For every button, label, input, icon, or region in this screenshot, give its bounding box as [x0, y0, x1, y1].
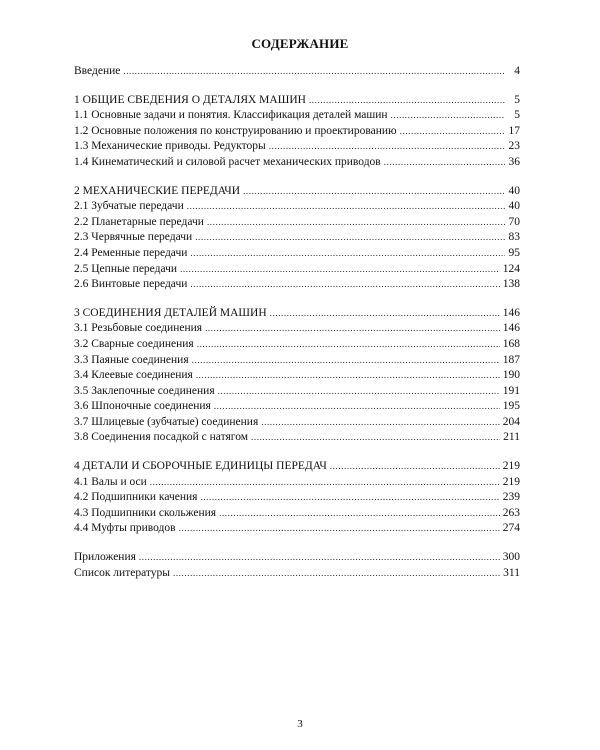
toc-entry-label: 3.4 Клеевые соединения: [74, 369, 193, 382]
toc-subsection-entry[interactable]: [74, 321, 520, 337]
toc-subsection-entry[interactable]: [74, 199, 520, 215]
toc-entry-label: 1.4 Кинематический и силовой расчет механических приводов: [74, 155, 381, 168]
toc-entry-page: 263: [502, 506, 520, 519]
toc-section-heading[interactable]: [74, 184, 520, 200]
toc-entry-label: 4.1 Валы и оси: [74, 475, 147, 488]
toc-entry-page: 187: [502, 353, 520, 366]
toc-subsection-entry[interactable]: [74, 139, 520, 155]
toc-entry-label: 1.1 Основные задачи и понятия. Классификация деталей машин: [74, 109, 388, 122]
toc-entry-label: 2.6 Винтовые передачи: [74, 278, 188, 291]
toc-entry-page: 274: [502, 522, 520, 535]
dot-leader: [196, 368, 500, 384]
toc-entry-label: 1.3 Механические приводы. Редукторы: [74, 140, 266, 153]
toc-entry-page: 300: [502, 551, 520, 564]
dot-leader: [269, 139, 505, 155]
toc-entry-page: 311: [503, 566, 520, 579]
toc-entry-label: 3.2 Сварные соединения: [74, 337, 194, 350]
toc-subsection-entry[interactable]: [74, 262, 520, 278]
dot-leader: [173, 566, 500, 582]
toc-entry-label: 2.1 Зубчатые передачи: [74, 200, 184, 213]
toc-appendix-entry[interactable]: [74, 550, 520, 566]
toc-entry-page: 23: [508, 140, 520, 153]
page-title: СОДЕРЖАНИЕ: [251, 36, 349, 51]
page-number: 3: [297, 718, 303, 730]
dot-leader: [391, 108, 505, 124]
toc-entry-page: 83: [508, 231, 520, 244]
toc-subsection-entry[interactable]: [74, 230, 520, 246]
toc-entry-page: 146: [502, 322, 520, 335]
dot-leader: [205, 321, 500, 337]
toc-entry-intro[interactable]: [74, 64, 520, 80]
toc-section-heading[interactable]: [74, 306, 520, 322]
dot-leader: [400, 124, 505, 140]
toc-entry-label: 4.4 Муфты приводов: [74, 522, 176, 535]
toc-entry-page: 168: [502, 337, 520, 350]
toc-entry-label: 3 СОЕДИНЕНИЯ ДЕТАЛЕЙ МАШИН: [74, 306, 267, 319]
dot-leader: [270, 306, 500, 322]
dot-leader: [330, 459, 500, 475]
toc-entry-label: 3.8 Соединения посадкой с натягом: [74, 431, 249, 444]
dot-leader: [192, 353, 500, 369]
toc-entry-label: Введение: [74, 65, 121, 77]
toc-subsection-entry[interactable]: [74, 155, 520, 171]
toc-sections: [74, 93, 520, 537]
toc-entry-page: 5: [514, 109, 520, 122]
dot-leader: [309, 93, 505, 109]
dot-leader: [150, 475, 500, 491]
toc-entry-page: 195: [502, 400, 520, 413]
toc-entry-label: 1 ОБЩИЕ СВЕДЕНИЯ О ДЕТАЛЯХ МАШИН: [74, 93, 306, 106]
dot-leader: [190, 246, 505, 262]
toc-entry-page: 211: [503, 431, 520, 444]
toc-subsection-entry[interactable]: [74, 353, 520, 369]
dot-leader: [187, 199, 505, 215]
toc-section: [74, 459, 520, 537]
toc-entry-page: 191: [502, 384, 520, 397]
toc-section: [74, 306, 520, 446]
toc-entry-label: 3.7 Шлицевые (зубчатые) соединения: [74, 415, 259, 428]
dot-leader: [218, 384, 500, 400]
toc-entry-label: 1.2 Основные положения по конструированию и проектированию: [74, 124, 397, 137]
toc-subsection-entry[interactable]: [74, 215, 520, 231]
dot-leader: [180, 262, 500, 278]
toc-section: [74, 184, 520, 293]
toc-entry-page: 5: [514, 93, 520, 106]
dot-leader: [214, 399, 500, 415]
dot-leader: [123, 64, 505, 80]
dot-leader: [139, 550, 500, 566]
toc-entry-page: 204: [502, 415, 520, 428]
dot-leader: [200, 490, 499, 506]
toc-entry-label: 4.2 Подшипники качения: [74, 491, 198, 504]
toc-appendix: [74, 550, 520, 581]
toc-entry-label: 2.2 Планетарные передачи: [74, 215, 204, 228]
toc-appendix-entry[interactable]: [74, 566, 520, 582]
toc-section-heading[interactable]: [74, 93, 520, 109]
toc-entry-label: Список литературы: [74, 566, 170, 579]
dot-leader: [179, 521, 500, 537]
toc-subsection-entry[interactable]: [74, 368, 520, 384]
toc-entry-label: 2.5 Цепные передачи: [74, 262, 178, 275]
dot-leader: [190, 277, 499, 293]
toc-entry-page: 239: [502, 491, 520, 504]
toc-subsection-entry[interactable]: [74, 475, 520, 491]
table-of-contents: [74, 64, 520, 581]
toc-subsection-entry[interactable]: [74, 415, 520, 431]
toc-entry-page: 95: [508, 246, 520, 259]
toc-entry-label: 3.5 Заклепочные соединения: [74, 384, 215, 397]
toc-section: [74, 93, 520, 171]
toc-section-heading[interactable]: [74, 459, 520, 475]
dot-leader: [219, 506, 500, 522]
toc-entry-page: 40: [508, 184, 520, 197]
toc-entry-page: 219: [502, 475, 520, 488]
dot-leader: [384, 155, 505, 171]
toc-entry-page: 190: [502, 369, 520, 382]
toc-entry-label: 2.3 Червячные передачи: [74, 231, 193, 244]
dot-leader: [243, 184, 505, 200]
toc-subsection-entry[interactable]: [74, 384, 520, 400]
toc-entry-page: 124: [502, 262, 520, 275]
toc-entry-page: 4: [514, 65, 520, 77]
dot-leader: [261, 415, 500, 431]
toc-entry-label: 2.4 Ременные передачи: [74, 246, 188, 259]
dot-leader: [207, 215, 505, 231]
dot-leader: [251, 430, 500, 446]
dot-leader: [195, 230, 505, 246]
toc-subsection-entry[interactable]: [74, 521, 520, 537]
toc-entry-page: 70: [508, 215, 520, 228]
toc-entry-label: 4.3 Подшипники скольжения: [74, 506, 217, 519]
toc-entry-label: Приложения: [74, 551, 136, 564]
toc-subsection-entry[interactable]: [74, 277, 520, 293]
toc-subsection-entry[interactable]: [74, 246, 520, 262]
toc-entry-label: 3.6 Шпоночные соединения: [74, 400, 211, 413]
toc-entry-page: 219: [502, 460, 520, 473]
toc-entry-label: 3.3 Паяные соединения: [74, 353, 189, 366]
toc-subsection-entry[interactable]: [74, 506, 520, 522]
toc-entry-label: 2 МЕХАНИЧЕСКИЕ ПЕРЕДАЧИ: [74, 184, 241, 197]
toc-entry-label: 4 ДЕТАЛИ И СБОРОЧНЫЕ ЕДИНИЦЫ ПЕРЕДАЧ: [74, 460, 327, 473]
toc-subsection-entry[interactable]: [74, 430, 520, 446]
toc-subsection-entry[interactable]: [74, 108, 520, 124]
toc-subsection-entry[interactable]: [74, 337, 520, 353]
toc-entry-page: 138: [502, 278, 520, 291]
toc-entry-page: 40: [508, 200, 520, 213]
toc-entry-label: 3.1 Резьбовые соединения: [74, 322, 203, 335]
toc-entry-page: 17: [508, 124, 520, 137]
toc-entry-page: 146: [502, 306, 520, 319]
toc-subsection-entry[interactable]: [74, 399, 520, 415]
toc-entry-page: 36: [508, 155, 520, 168]
toc-subsection-entry[interactable]: [74, 124, 520, 140]
toc-subsection-entry[interactable]: [74, 490, 520, 506]
dot-leader: [197, 337, 500, 353]
